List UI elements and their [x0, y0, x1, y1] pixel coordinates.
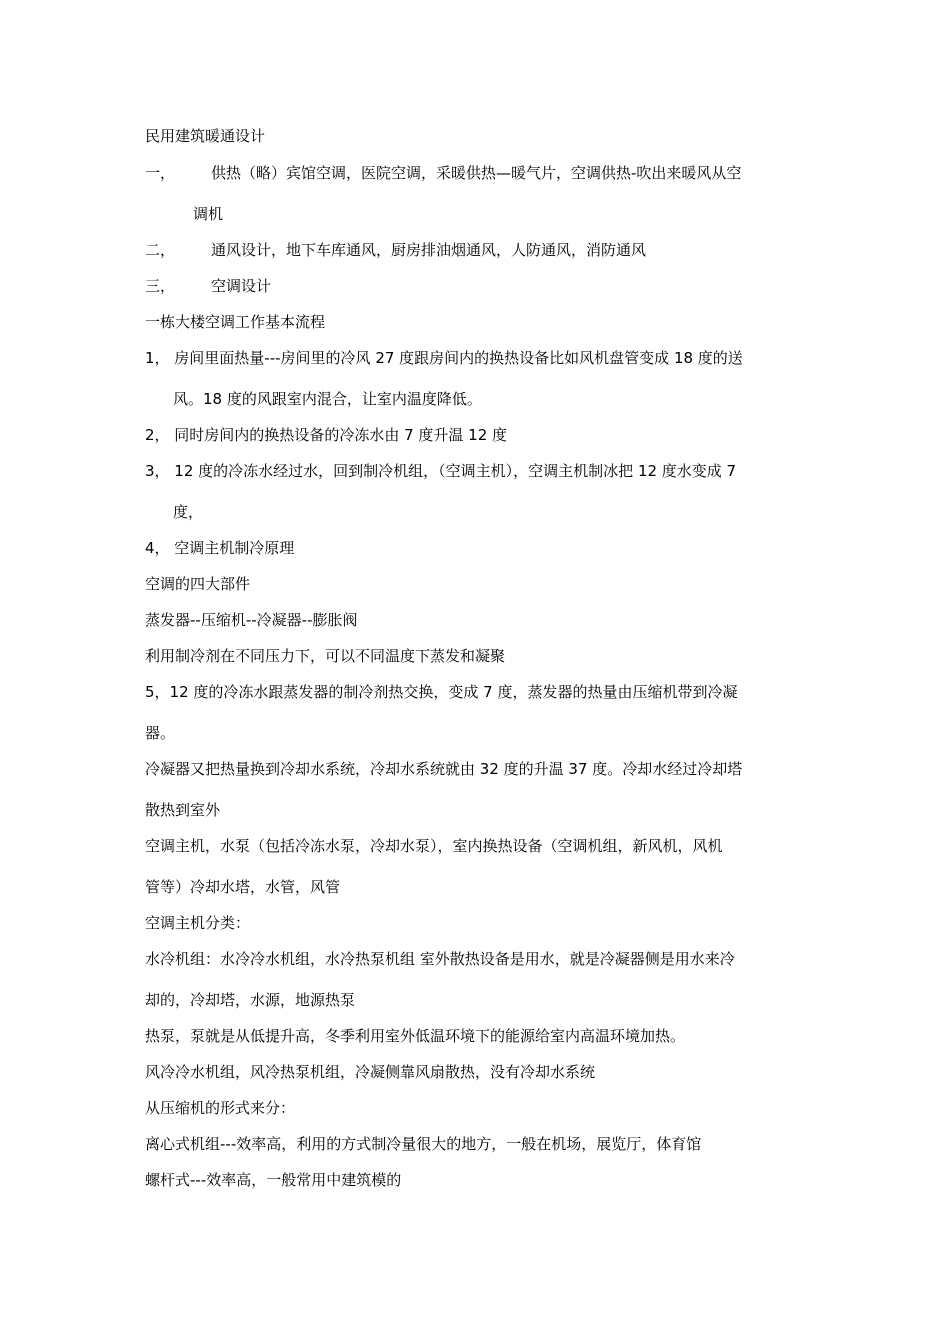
section-2-text: 通风设计，地下车库通风，厨房排油烟通风，人防通风，消防通风 [211, 241, 647, 259]
parts-heading: 空调的四大部件 [145, 575, 251, 593]
step-5: 5，12 度的冷冻水跟蒸发器的制冷剂热交换，变成 7 度，蒸发器的热量由压缩机带到冷凝 [145, 683, 738, 701]
section-1-text: 供热（略）宾馆空调，医院空调，采暖供热—暖气片，空调供热-吹出来暖风从空 [211, 164, 742, 182]
step-3-continuation: 度， [173, 503, 204, 521]
air-cooled-text: 风冷冷水机组，风冷热泵机组，冷凝侧靠风扇散热，没有冷却水系统 [145, 1063, 596, 1081]
condenser-continuation: 散热到室外 [145, 801, 221, 819]
parts-list: 蒸发器--压缩机--冷凝器--膨胀阀 [145, 611, 358, 629]
section-3-text: 空调设计 [211, 277, 272, 295]
step-4: 4， 空调主机制冷原理 [145, 539, 295, 557]
principle-text: 利用制冷剂在不同压力下，可以不同温度下蒸发和凝聚 [145, 647, 506, 665]
water-cooled-continuation: 却的，冷却塔，水源，地源热泵 [145, 991, 356, 1009]
section-1 [145, 163, 815, 183]
equipment-continuation: 管等）冷却水塔，水管，风管 [145, 878, 341, 896]
equipment-text: 空调主机，水泵（包括冷冻水泵，冷却水泵），室内换热设备（空调机组，新风机，风机 [145, 837, 723, 855]
step-5-continuation: 器。 [145, 724, 176, 742]
water-cooled-text: 水冷机组：水冷冷水机组，水冷热泵机组 室外散热设备是用水，就是冷凝器侧是用水来冷 [145, 950, 735, 968]
section-1-number: 一， [145, 164, 176, 182]
step-2: 2， 同时房间内的换热设备的冷冻水由 7 度升温 12 度 [145, 426, 508, 444]
section-3-number: 三， [145, 277, 176, 295]
flow-heading: 一栋大楼空调工作基本流程 [145, 313, 326, 331]
heat-pump-text: 热泵，泵就是从低提升高，冬季利用室外低温环境下的能源给室内高温环境加热。 [145, 1027, 686, 1045]
section-1-continuation: 调机 [193, 205, 224, 223]
classification-heading: 空调主机分类： [145, 914, 251, 932]
step-1: 1， 房间里面热量---房间里的冷风 27 度跟房间内的换热设备比如风机盘管变成 18 度的送 [145, 349, 743, 367]
condenser-text: 冷凝器又把热量换到冷却水系统，冷却水系统就由 32 度的升温 37 度。冷却水经过冷却塔 [145, 760, 743, 778]
compressor-heading: 从压缩机的形式来分： [145, 1099, 296, 1117]
section-2-number: 二， [145, 241, 176, 259]
document-title: 民用建筑暖通设计 [145, 127, 266, 145]
centrifugal-text: 离心式机组---效率高，利用的方式制冷量很大的地方，一般在机场，展览厅，体育馆 [145, 1135, 702, 1153]
step-1-continuation: 风。18 度的风跟室内混合，让室内温度降低。 [173, 390, 482, 408]
step-3: 3， 12 度的冷冻水经过水，回到制冷机组，（空调主机），空调主机制冰把 12 度水变成 7 [145, 462, 737, 480]
section-2 [145, 240, 815, 260]
screw-text: 螺杆式---效率高，一般常用中建筑模的 [145, 1171, 402, 1189]
section-3 [145, 276, 815, 296]
